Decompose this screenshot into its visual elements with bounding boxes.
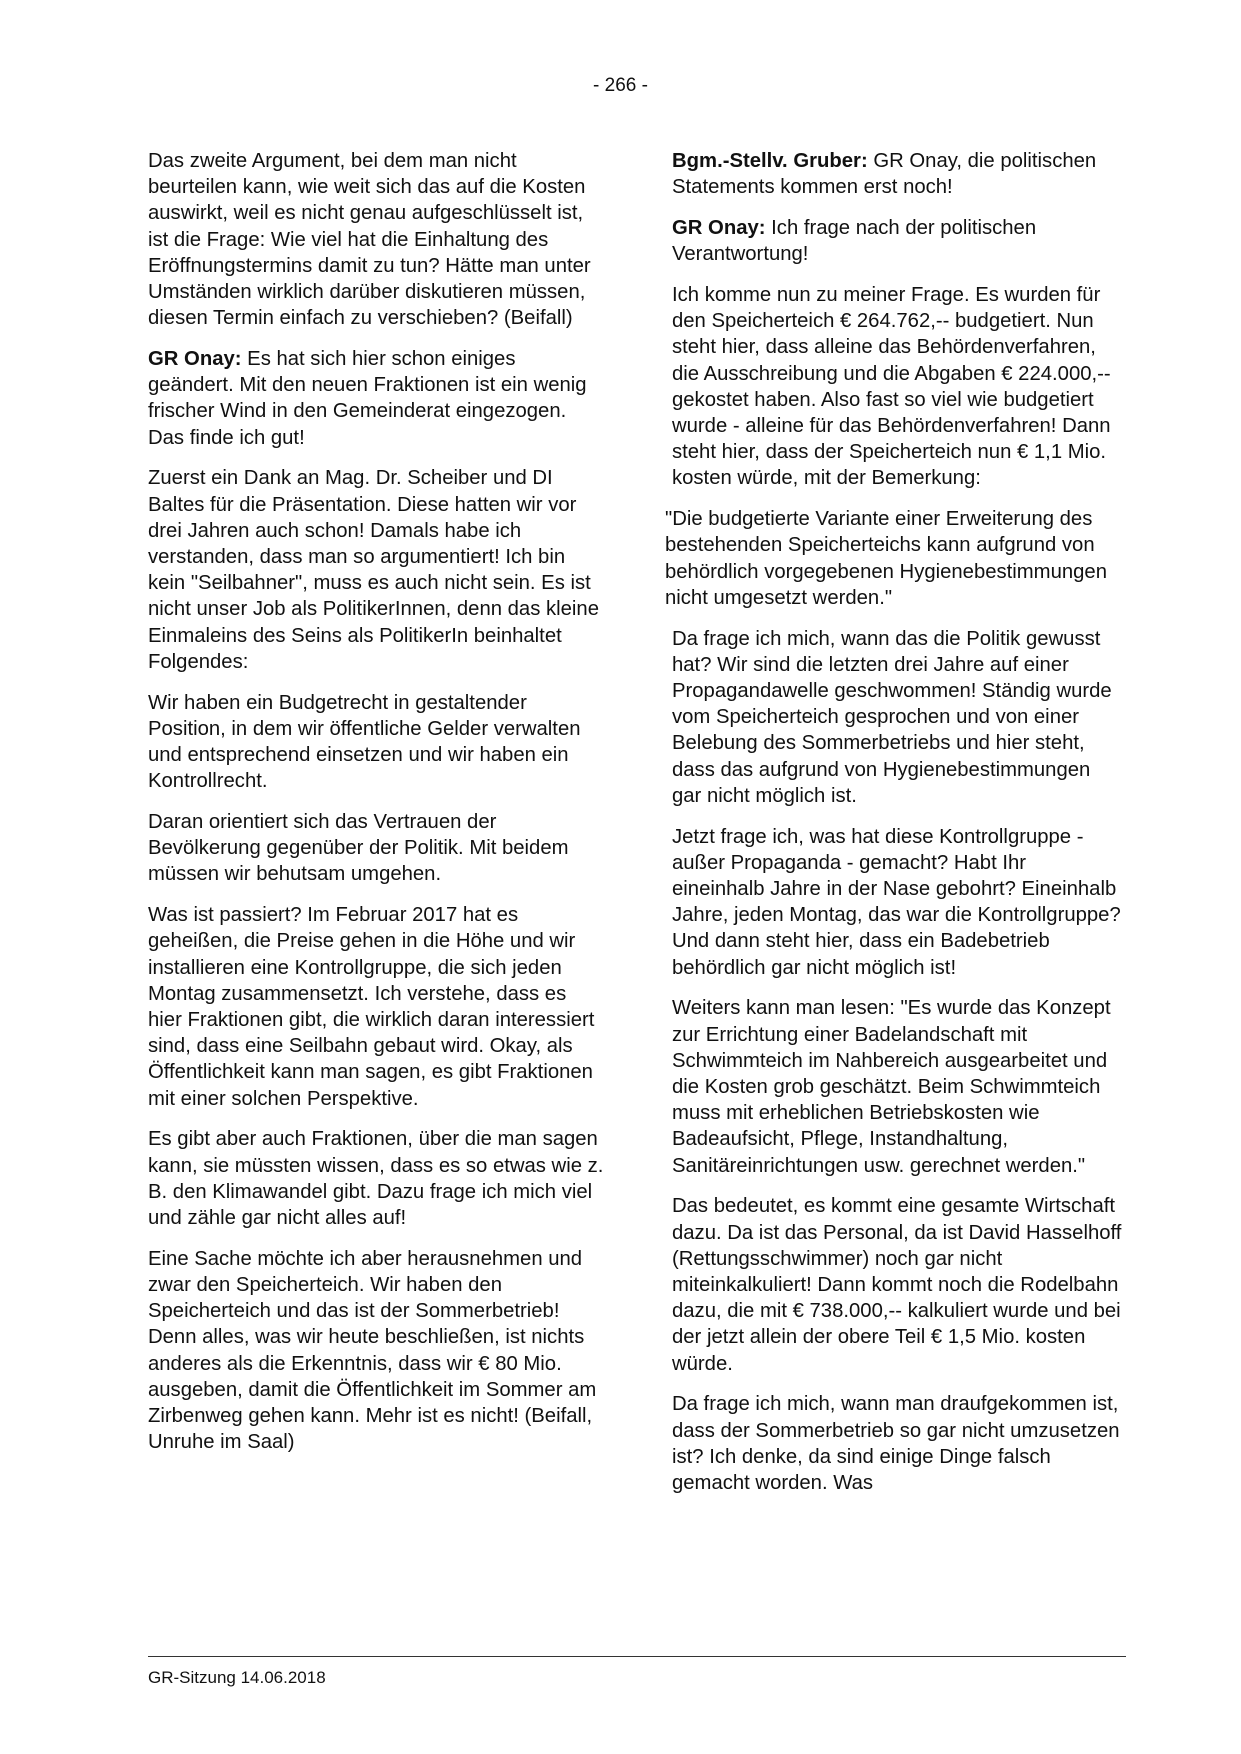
paragraph-text: Eine Sache möchte ich aber herausnehmen und zwar den Speicherteich. Wir haben den Speicherteich und das ist der Sommerbetrieb! Denn alles, was wir heute beschließen, ist nichts anderes als die Erkenntnis, dass wir € 80 Mio. ausgeben, damit die Öffentlichkeit im Sommer am Zirbenweg gehen kann. Mehr ist es nicht! (Beifall, Unruhe im Saal) — [148, 1247, 597, 1454]
paragraph-text: "Die budgetierte Variante einer Erweiterung des bestehenden Speicherteichs kann aufgrund von behördlich vorgegebenen Hygienebestimmungen nicht umgesetzt werden." — [665, 508, 1107, 609]
paragraph — [672, 282, 1124, 492]
paragraph — [148, 148, 604, 331]
paragraph — [672, 995, 1124, 1178]
paragraph-text: Ich komme nun zu meiner Frage. Es wurden für den Speicherteich € 264.762,-- budgetiert. Nun steht hier, dass alleine das Behördenverfahren, die Ausschreibung und die Abgaben € 224.000,-- gekostet haben. Also fast so viel wie budgetiert wurde - alleine für das Behördenverfahren! Dann steht hier, dass der Speicherteich nun € 1,1 Mio. kosten würde, mit der Bemerkung: — [672, 284, 1111, 490]
paragraph-text: Es gibt aber auch Fraktionen, über die man sagen kann, sie müssten wissen, dass es so etwas wie z. B. den Klimawandel gibt. Dazu frage ich mich viel und zähle gar nicht alles auf! — [148, 1128, 604, 1230]
paragraph-text: Was ist passiert? Im Februar 2017 hat es geheißen, die Preise gehen in die Höhe und wir installieren eine Kontrollgruppe, die sich jeden Montag zusammensetzt. Ich verstehe, dass es hier Fraktionen gibt, die wirklich daran interessiert sind, dass eine Seilbahn gebaut wird. Okay, als Öffentlichkeit kann man sagen, es gibt Fraktionen mit einer solchen Perspektive. — [148, 904, 595, 1110]
quote-paragraph — [665, 506, 1124, 611]
paragraph — [148, 1126, 604, 1231]
paragraph-text: Weiters kann man lesen: "Es wurde das Konzept zur Errichtung einer Badelandschaft mit Schwimmteich im Nahbereich ausgearbeitet und die Kosten grob geschätzt. Beim Schwimmteich muss mit erheblichen Betriebskosten wie Badeaufsicht, Pflege, Instandhaltung, Sanitäreinrichtungen usw. gerechnet werden." — [672, 997, 1111, 1177]
paragraph-text: Da frage ich mich, wann man draufgekommen ist, dass der Sommerbetrieb so gar nicht umzusetzen ist? Ich denke, da sind einige Dinge falsch gemacht worden. Was — [672, 1393, 1120, 1495]
paragraph — [672, 626, 1124, 809]
footer-session-date: GR-Sitzung 14.06.2018 — [148, 1668, 326, 1687]
right-column — [665, 148, 1124, 1511]
paragraph — [148, 465, 604, 675]
paragraph-text: Es hat sich hier schon einiges geändert. Mit den neuen Fraktionen ist ein wenig frischer Wind in den Gemeinderat eingezogen. Das finde ich gut! — [148, 348, 587, 449]
paragraph-text: Wir haben ein Budgetrecht in gestaltender Position, in dem wir öffentliche Gelder verwalten und entsprechend einsetzen und wir haben ein Kontrollrecht. — [148, 691, 581, 793]
paragraph — [148, 902, 604, 1112]
speaker-label: GR Onay: — [148, 348, 248, 371]
paragraph-text: Das bedeutet, es kommt eine gesamte Wirtschaft dazu. Da ist das Personal, da ist David Hasselhoff (Rettungsschwimmer) noch gar nicht miteinkalkuliert! Dann kommt noch die Rodelbahn dazu, die mit € 738.000,-- kalkuliert wurde und bei der jetzt allein der obere Teil € 1,5 Mio. kosten würde. — [672, 1195, 1122, 1375]
paragraph — [148, 346, 604, 451]
paragraph-text: Das zweite Argument, bei dem man nicht beurteilen kann, wie weit sich das auf die Kosten auswirkt, weil es nicht genau aufgeschlüsselt ist, ist die Frage: Wie viel hat die Einhaltung des Eröffnungstermins damit zu tun? Hätte man unter Umständen wirklich darüber diskutieren müssen, diesen Termin einfach zu verschieben? (Beifall) — [148, 150, 591, 330]
paragraph — [148, 1246, 604, 1456]
paragraph-text: Jetzt frage ich, was hat diese Kontrollgruppe - außer Propaganda - gemacht? Habt Ihr eineinhalb Jahre in der Nase gebohrt? Eineinhalb Jahre, jeden Montag, das war die Kontrollgruppe? Und dann steht hier, dass ein Badebetrieb behördlich gar nicht möglich ist! — [672, 825, 1121, 979]
paragraph-text: GR Onay, die politischen Statements kommen erst noch! — [672, 150, 1097, 199]
paragraph — [672, 215, 1124, 267]
paragraph-text: Daran orientiert sich das Vertrauen der Bevölkerung gegenüber der Politik. Mit beidem müssen wir behutsam umgehen. — [148, 811, 569, 886]
speaker-label: Bgm.-Stellv. Gruber: — [672, 150, 874, 172]
left-column — [148, 148, 604, 1470]
paragraph — [672, 824, 1124, 981]
paragraph — [672, 1391, 1124, 1496]
paragraph — [148, 690, 604, 795]
paragraph-text: Zuerst ein Dank an Mag. Dr. Scheiber und DI Baltes für die Präsentation. Diese hatten wir vor drei Jahren auch schon! Damals habe ich verstanden, dass man so argumentiert! Ich bin kein "Seilbahner", muss es auch nicht sein. Es ist nicht unser Job als PolitikerInnen, denn das kleine Einmaleins des Seins als PolitikerIn beinhaltet Folgendes: — [148, 467, 599, 673]
paragraph — [672, 148, 1124, 200]
paragraph-text: Da frage ich mich, wann das die Politik gewusst hat? Wir sind die letzten drei Jahre auf einer Propagandawelle geschwommen! Ständig wurde vom Speicherteich gesprochen und von einer Belebung des Sommerbetriebs und hier steht, dass das aufgrund von Hygienebestimmungen gar nicht möglich ist. — [672, 627, 1112, 807]
page-number: - 266 - — [593, 75, 648, 96]
footer-divider — [148, 1656, 1126, 1657]
paragraph — [672, 1193, 1124, 1376]
paragraph-text: Ich frage nach der politischen Verantwortung! — [672, 217, 1037, 266]
paragraph — [148, 809, 604, 888]
speaker-label: GR Onay: — [672, 217, 772, 239]
